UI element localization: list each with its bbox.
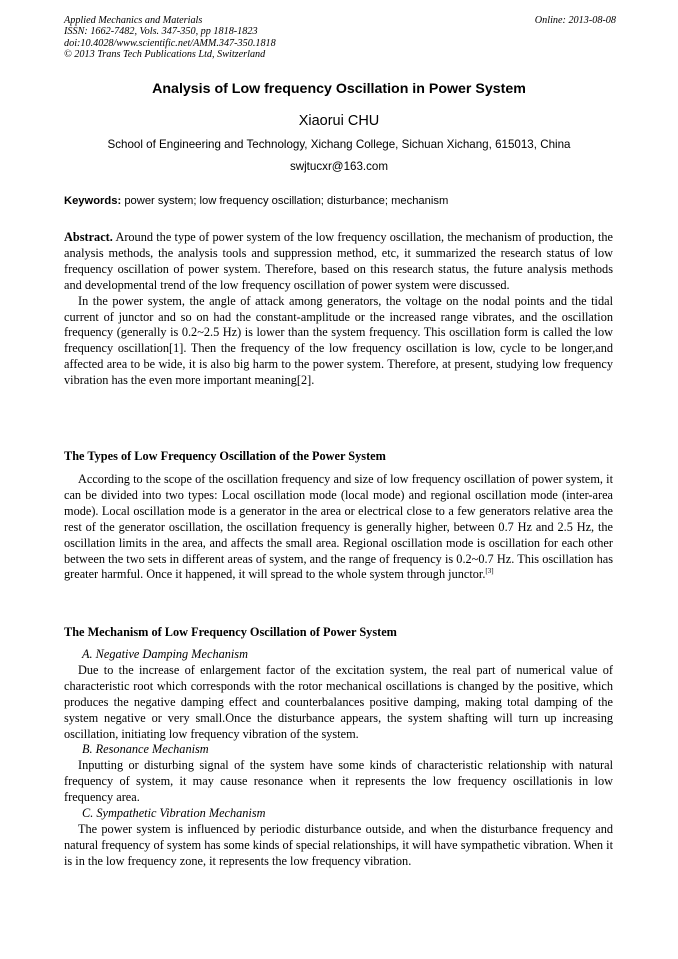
abstract-text: Around the type of power system of the low frequency oscillation, the mechanism of production, the analysis methods, the analysis tools and suppression method, etc, it summarized the research status of low frequency oscillation of power system. Therefore, based on this research status, the future analysis methods and developmental trend of the low frequency oscillation of power system were discussed.	[64, 230, 614, 292]
abstract-label: Abstract.	[64, 230, 113, 244]
abstract-paragraph-1	[64, 230, 613, 294]
author-email: swjtucxr@163.com	[289, 160, 389, 173]
sympathetic-vibration-text: The power system is influenced by periodic disturbance outside, and when the disturbance frequency and natural frequency of system has some kinds of special relationships, it will have sympathetic vibration. When it is in the low frequency zone, it represents the low frequency vibration.	[64, 821, 613, 868]
resonance-text: Inputting or disturbing signal of the system have some kinds of characteristic relationship with natural frequency of system, it may cause resonance when it represents the low frequency oscillationis in low frequency area.	[64, 758, 613, 805]
subheading-negative-damping: A. Negative Damping Mechanism	[82, 647, 248, 661]
keywords-text: power system; low frequency oscillation; disturbance; mechanism	[124, 195, 449, 207]
copyright-line: © 2013 Trans Tech Publications Ltd, Switzerland	[64, 48, 266, 60]
negative-damping-text: Due to the increase of enlargement factor of the excitation system, the real part of numerical value of characteristic root which corresponds with the rotor mechanical oscillations is changed by the positive, which produces the negative damping effect and counterbalances positive damping, making total damping of the system negative or very small.Once the disturbance appears, the system shafting will turn up increasing oscillation, initiating low frequency vibration of the system.	[64, 662, 613, 741]
author-name: Xiaorui CHU	[298, 113, 380, 129]
subheading-sympathetic-vibration: C. Sympathetic Vibration Mechanism	[82, 806, 266, 821]
section-heading-mechanism: The Mechanism of Low Frequency Oscillation of Power System	[64, 625, 397, 639]
section-types-paragraph	[64, 472, 613, 583]
journal-header	[64, 15, 616, 60]
paper-title: Analysis of Low frequency Oscillation in Power System	[152, 81, 526, 97]
online-date: Online: 2013-08-08	[534, 15, 616, 26]
journal-name: Applied Mechanics and Materials	[64, 15, 203, 26]
section-types-text: According to the scope of the oscillation frequency and size of low frequency oscillation of power system, it can be divided into two types: Local oscillation mode (local mode) and regional oscillation mode (inter-area mode). Local oscillation mode is a generator in the area or electrical close to a few generators relative area the rest of the generator oscillation, the oscillation frequency is generally higher, between 0.7 Hz and 2.5 Hz, the oscillation limits in the area, and affects the small area. Regional oscillation mode is oscillation for each other between the two sets in different areas of system, and the range of frequency is 0.2~0.7 Hz. This oscillation has greater harmful. Once it happened, it will spread to the whole system through junctor.	[64, 472, 613, 582]
citation-ref: [3]	[485, 567, 494, 576]
section-mechanism	[64, 647, 613, 870]
keywords-label: Keywords:	[64, 195, 122, 207]
abstract	[64, 230, 613, 389]
section-heading-types: The Types of Low Frequency Oscillation of the Power System	[64, 449, 386, 463]
keywords	[64, 195, 616, 207]
issn-line: ISSN: 1662-7482, Vols. 347-350, pp 1818-1823	[64, 26, 258, 38]
author-affiliation: School of Engineering and Technology, Xichang College, Sichuan Xichang, 615013, China	[107, 138, 571, 151]
abstract-paragraph-2: In the power system, the angle of attack among generators, the voltage on the nodal points and the tidal current of junctor and so on had the constant-amplitude or the increased range vibrates, and the oscillation frequency (generally is 0.2~2.5 Hz) is lower than the system frequency. This oscillation form is called the low frequency oscillation[1]. Then the frequency of the low frequency oscillation is low, cycle to be longer,and affected area to be wide, it is also big harm to the power system. Therefore, at present, studying low frequency vibration has the even more important meaning[2].	[64, 293, 613, 388]
section-types	[64, 472, 613, 583]
doi-line: doi:10.4028/www.scientific.net/AMM.347-350.1818	[64, 37, 276, 49]
subheading-resonance: B. Resonance Mechanism	[82, 742, 209, 757]
